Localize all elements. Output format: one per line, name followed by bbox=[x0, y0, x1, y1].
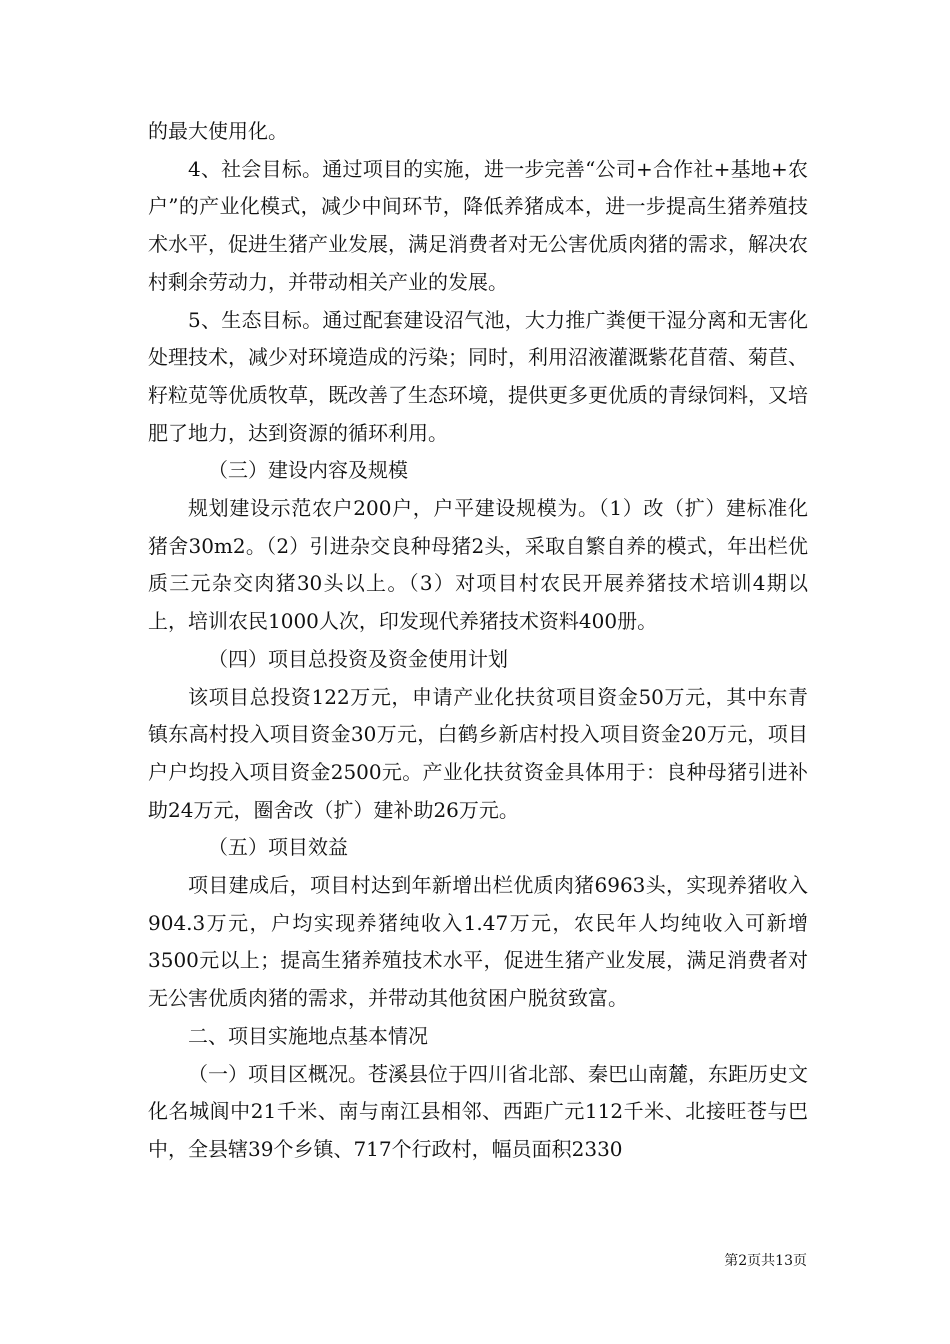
heading-investment-plan: （四）项目总投资及资金使用计划 bbox=[208, 646, 508, 671]
paragraph-ecological-goal: 5、生态目标。通过配套建设沼气池，大力推广粪便干湿分离和无害化处理技术，减少对环境造成的污染；同时，利用沼液灌溉紫花苜蓿、菊苣、籽粒苋等优质牧草，既改善了生态环境，提供更多更优质的青绿饲料，又培肥了地力，达到资源的循环利用。 bbox=[148, 307, 808, 445]
heading-project-benefits: （五）项目效益 bbox=[208, 835, 348, 860]
document-body bbox=[148, 113, 808, 1169]
page-number-footer: 第2页共13页 bbox=[724, 1253, 807, 1269]
paragraph-investment-plan: 该项目总投资122万元，申请产业化扶贫项目资金50万元，其中东青镇东高村投入项目资金30万元，白鹤乡新店村投入项目资金20万元，项目户户均投入项目资金2500元。产业化扶贫资金具体用于：良种母猪引进补助24万元，圈舍改（扩）建补助26万元。 bbox=[148, 684, 808, 822]
paragraph-site-overview: （一）项目区概况。苍溪县位于四川省北部、秦巴山南麓，东距历史文化名城阆中21千米、南与南江县相邻、西距广元112千米、北接旺苍与巴中，全县辖39个乡镇、717个行政村，幅员面积2330 bbox=[148, 1061, 808, 1161]
paragraph-construction-scope: 规划建设示范农户200户，户平建设规模为。（1）改（扩）建标准化猪舍30m2。（2）引进杂交良种母猪2头，采取自繁自养的模式，年出栏优质三元杂交肉猪30头以上。（3）对项目村农民开展养猪技术培训4期以上，培训农民1000人次，印发现代养猪技术资料400册。 bbox=[148, 496, 808, 634]
paragraph-social-goal: 4、社会目标。通过项目的实施，进一步完善“公司+合作社+基地+农户”的产业化模式，减少中间环节，降低养猪成本，进一步提高生猪养殖技术水平，促进生猪产业发展，满足消费者对无公害优质肉猪的需求，解决农村剩余劳动力，并带动相关产业的发展。 bbox=[148, 156, 808, 294]
paragraph-continuation: 的最大使用化。 bbox=[148, 119, 288, 143]
heading-construction-scope: （三）建设内容及规模 bbox=[208, 458, 408, 483]
paragraph-project-benefits: 项目建成后，项目村达到年新增出栏优质肉猪6963头，实现养猪收入904.3万元，户均实现养猪纯收入1.47万元，农民年人均纯收入可新增3500元以上；提高生猪养殖技术水平，促进生猪产业发展，满足消费者对无公害优质肉猪的需求，并带动其他贫困户脱贫致富。 bbox=[148, 873, 808, 1011]
heading-site-overview: 二、项目实施地点基本情况 bbox=[188, 1023, 428, 1048]
